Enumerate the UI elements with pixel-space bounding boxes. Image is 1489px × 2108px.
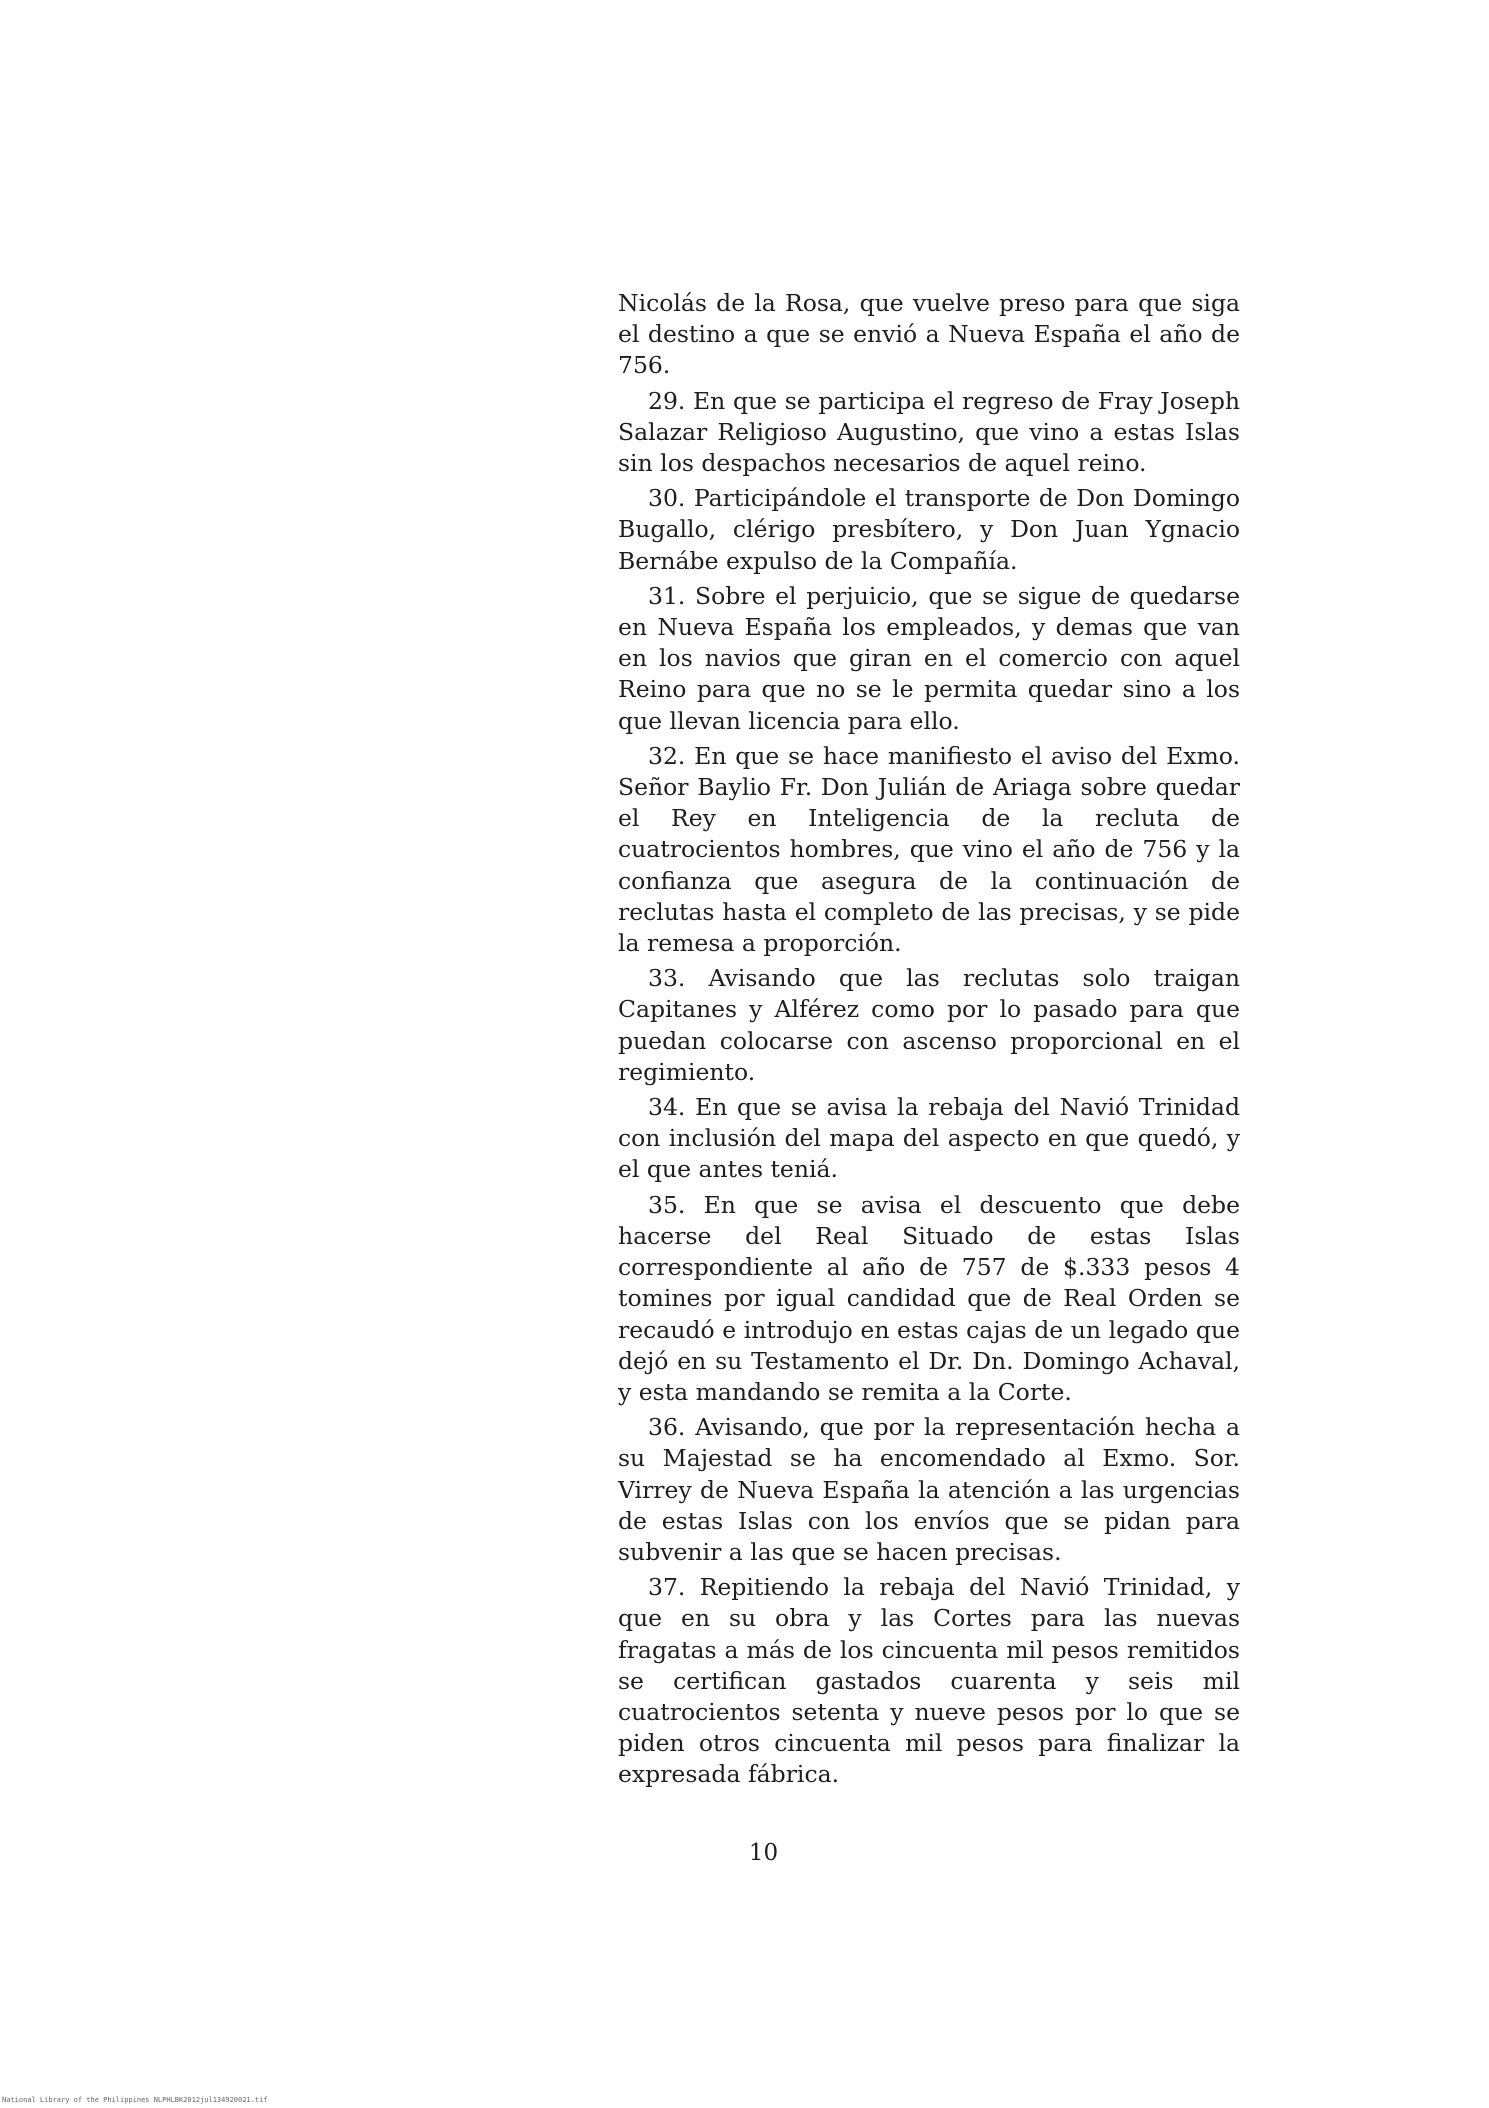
paragraph-item-29: 29. En que se participa el regreso de Fray Joseph Salazar Religioso Augustino, que vino a estas Islas sin los despachos necesarios de aquel reino. <box>618 386 1240 478</box>
paragraph-item-37: 37. Repitiendo la rebaja del Navió Trinidad, y que en su obra y las Cortes para las nuevas fragatas a más de los cincuenta mil pesos remitidos se certifican gastados cuarenta y seis mil cuatrocientos setenta y nueve pesos por lo que se piden otros cincuenta mil pesos para finalizar la expresada fábrica. <box>618 1573 1240 1789</box>
paragraph-item-35: 35. En que se avisa el descuento que debe hacerse del Real Situado de estas Islas correspondiente al año de 757 de $.333 pesos 4 tomines por igual candidad que de Real Orden se recaudó e introdujo en estas cajas de un legado que dejó en su Testamento el Dr. Dn. Domingo Achaval, y esta mandando se remita a la Corte. <box>618 1190 1240 1406</box>
document-body <box>618 288 1240 1795</box>
paragraph-continuation: Nicolás de la Rosa, que vuelve preso para que siga el destino a que se envió a Nueva España el año de 756. <box>618 289 1240 380</box>
paragraph-item-33: 33. Avisando que las reclutas solo traigan Capitanes y Alférez como por lo pasado para que puedan colocarse con ascenso proporcional en el regimiento. <box>618 964 1240 1086</box>
paragraph-item-32: 32. En que se hace manifiesto el aviso del Exmo. Señor Baylio Fr. Don Julián de Ariaga sobre quedar el Rey en Inteligencia de la recluta de cuatrocientos hombres, que vino el año de 756 y la confianza que asegura de la continuación de reclutas hasta el completo de las precisas, y se pide la remesa a proporción. <box>618 741 1240 958</box>
paragraph-item-30: 30. Participándole el transporte de Don Domingo Bugallo, clérigo presbítero, y Don Juan Ygnacio Bernábe expulso de la Compañía. <box>618 484 1240 575</box>
paragraph-item-36: 36. Avisando, que por la representación hecha a su Majestad se ha encomendado al Exmo. Sor. Virrey de Nueva España la atención a las urgencias de estas Islas con los envíos que se pidan para subvenir a las que se hacen precisas. <box>618 1413 1240 1566</box>
paragraph-item-34: 34. En que se avisa la rebaja del Navió Trinidad con inclusión del mapa del aspecto en que quedó, y el que antes teniá. <box>618 1093 1240 1184</box>
paragraph-item-31: 31. Sobre el perjuicio, que se sigue de quedarse en Nueva España los empleados, y demas que van en los navios que giran en el comercio con aquel Reino para que no se le permita quedar sino a los que llevan licencia para ello. <box>618 581 1240 735</box>
page-number: 10 <box>748 1840 779 1866</box>
scan-footer-note: National Library of the Philippines NLPHLBK2012jul134920021.tif <box>2 2096 268 2104</box>
